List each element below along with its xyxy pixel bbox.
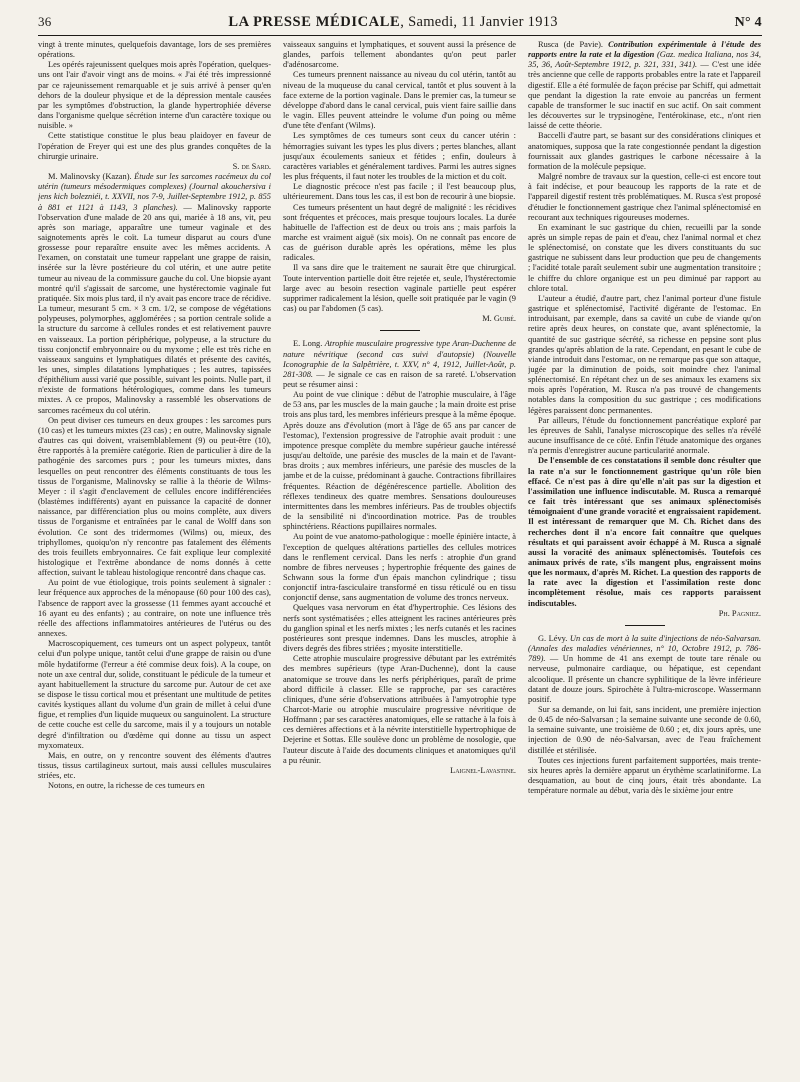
running-header — [38, 14, 762, 36]
article-signature: S. de Sard. — [232, 161, 271, 171]
paragraph: vingt à trente minutes, quelquefois davantage, lors de ses premières opérations. — [38, 40, 271, 60]
paragraph: Il va sans dire que le traitement ne saurait être que chirurgical. Toute intervention partielle doit être rejetée et, seule, l'hystérectomie large avec au besoin resection vaginale partielle peut espérer supprimer radicalement la lésion, quelle soit pratiquée par le vagin (9 cas) ou par l'abdomen (5 cas). — [283, 263, 516, 314]
article-title: Atrophie musculaire progressive type Aran-Duchenne de nature névritique (second cas suivi d'autopsie) (Nouvelle Iconographie de la Salpêtrière, t. XXV, n° 4, 1912, Juillet-Août, p. 281-308. — [283, 339, 516, 379]
paragraph: De l'ensemble de ces constatations il semble donc résulter que la rate n'a sur le fonctionnement gastrique qu'un rôle bien effacé. Ce n'est pas à dire qu'elle n'ait pas sur la digestion et l'assimilation une influence indiscutable. M. Rusca a remarqué ce fait très intéressant que ses animaux splénectomisés témoignaient d'une grande voracité et engraissaient rapidement. Il est intéressant de remarquer que M. Ch. Richet dans des recherches dont il n'a encore fait connaître que quelques résultats et qui paraissent avoir échappé à M. Rusca a signalé aussi la voracité des animaux splénectomisés. Toutefois ces animaux privés de rate, s'ils mangent plus, engraissent moins que les normaux, d'après M. Richet. La question des rapports de la rate avec la digestion et l'assimilation reste donc incomplètement résolue, mais ces rapports paraissent indiscutables. — [528, 456, 761, 608]
paragraph: Au point de vue étiologique, trois points seulement à signaler : leur fréquence aux approches de la ménopause (60 pour 100 des cas), l'absence de rapport avec la grossesse (11 femmes ayant accouché et 16 ayant eu des enfants) ; au contraire, on note une influence très réelle des affections inflammatoires antérieures de l'utérus ou des annexes. — [38, 578, 271, 639]
paragraph: En examinant le suc gastrique du chien, recueilli par la sonde après un simple repas de pain et d'eau, chez l'animal normal et chez le splénectomisé, on constate que les divers constituants du suc gastrique ne subissent dans leur production que peu de changements ; l'acidité totale paraît seulement subir une augmentation transitoire ; le chiffre du chlore organique est un peu diminué par rapport au chlore total. — [528, 222, 761, 293]
issue-date: , Samedi, 11 Janvier 1913 — [400, 14, 558, 30]
article-body: — Un homme de 41 ans exempt de toute tare rénale ou nerveuse, pulmonaire cardiaque, ou hépatique, est cependant alcoolique. Il présente un chancre syphilitique de la lèvre inférieure datant de douze jours. Spirochète à l'ultra-microscope. Wassermann positif. — [528, 654, 761, 704]
text-columns — [38, 40, 762, 1080]
article-signature: M. Guibé. — [482, 314, 516, 324]
paragraph: vaisseaux sanguins et lymphatiques, et souvent aussi la présence de glandes, parfois tellement abondantes qu'on peut parler d'adénosarcome. — [283, 40, 516, 70]
paragraph: Au point de vue anatomo-pathologique : moelle épinière intacte, à l'exception de quelques altérations partielles des cellules motrices dans le renflement cervical. Dans les nerfs : atrophie d'un grand nombre de fibres nerveuses ; hypertrophie fréquente des gaines de Schwann sous la forme d'un épais manchon cylindrique ; tissu conjonctif intra-fasciculaire transformé en tissu réticulé ou en tissu conjonctif dense, sans augmentation de volume des troncs nerveux. — [283, 532, 516, 603]
article-abstract — [38, 172, 271, 416]
paragraph: Mais, en outre, on y rencontre souvent des éléments d'autres tissus, tissus cartilagineux surtout, mais aussi cellules musculaires striées, etc. — [38, 750, 271, 781]
article-city: (Kazan). — [100, 172, 135, 182]
article-city: (de Pavie). — [563, 40, 609, 49]
article-author: G. Lévy. — [538, 633, 570, 643]
paragraph: Quelques vasa nervorum en état d'hypertrophie. Ces lésions des nerfs sont systématisées ; elles atteignent les racines antérieures près du ganglion spinal et les nerfs mixtes ; les nerfs cutanés et les racines postérieures sont presque indemnes. Dans les muscles, atrophie à divers degrés des fibres striées ; myosite interstitielle. — [283, 603, 516, 654]
page-number: 36 — [38, 14, 52, 29]
journal-header-title — [228, 14, 558, 31]
article-author: M. Malinovsky — [48, 172, 101, 182]
article-reference: (Gaz. medica Italiana, nos 34, 35, 36, Août-Septembre 1912, p. 321, 331, 341). — [528, 50, 761, 70]
article-title: Un cas de mort à la suite d'injections de néo-Salvarsan. — [569, 633, 761, 643]
paragraph: Macroscopiquement, ces tumeurs ont un aspect polypeux, tantôt celui d'un polype unique, tantôt celui d'une grappe de raisin ou d'une môle hydatiforme (l'erreur a été commise deux fois). A la coupe, on note un axe central dur, solide, constituant le pédicule de la tumeur et ayant habituellement la structure du sarcome pur. Autour de cet axe se dispose le tissu cortical mou et présentant une multitude de petites cavités kystiques allant du volume d'un grain de millet à celui d'une figue, et remplies d'un liquide muqueux ou sanguinolent. La structure de cette couche est celle du sarcome, mais il y a toujours un notable degré d'infiltration ou d'œdème qui donne au tissu un aspect myxomateux. — [38, 639, 271, 750]
paragraph: Les opérés rajeunissent quelques mois après l'opération, quelques-uns ont l'air d'avoir vingt ans de moins. « J'ai été très impressionné par ce rajeunissement remarquable et je suis arrivé à penser qu'en dehors de la douleur physique et de la dépression mentale causées par les symptômes d'obstruction, la glande hypertrophiée déverse dans l'organisme quelque sécrétion interne d'un caractère toxique ou nuisible. » — [38, 60, 271, 131]
journal-title: LA PRESSE MÉDICALE — [228, 14, 401, 30]
paragraph: Sur sa demande, on lui fait, sans incident, une première injection de 0.45 de néo-Salvarsan ; la semaine suivante une seconde de 0.60, la semaine suivante, une troisième de 0.60 ; et, dix jours après, une injection de 0.90 de néo-Salvarsan, avec de l'eau fraîchement distillée et stérilisée. — [528, 705, 761, 755]
article-author: Rusca — [538, 40, 564, 49]
article-title: Contribution expérimentale à l'étude des rapports entre la rate et la digestion — [528, 40, 761, 60]
paragraph: On peut diviser ces tumeurs en deux groupes : les sarcomes purs (10 cas) et les tumeurs mixtes (23 cas) ; en outre, Malinovsky signale d'autres cas qui doivent, vraisemblablement (9) ou peut-être (10), être rapportés à la première catégorie. Rien de particulier à dire de la pathogénie des sarcomes purs ; pour les tumeurs mixtes, dans lesquelles on peut rencontrer des éléments constituants de tous les tissus de l'organisme, Malinovsky se rallie à la théorie de Wilms-Meyer : il s'agit d'enclavement de cellules encore indifférenciées (blastèmes indifférents) ayant en puissance la capacité de donner naissance, par différenciation plus ou moins complète, aux divers tissus de l'organisme et entraînées par le canal de Wolff dans son évolution. Ce sont des tridermomes (Wilms) ou, mieux, des triphyllomes, quoiqu'on n'y rencontre pas fatalement des éléments des trois feuillets embryonnaires. Ce fait explique leur complexité histologique et l'extrême abondance de noms donnés à cette affection, suivant le tableau histologique rencontré dans chaque cas. — [38, 415, 271, 578]
paragraph: Ces tumeurs prennent naissance au niveau du col utérin, tantôt au niveau de la muqueuse du canal cervical, tantôt et plus souvent à la face externe de la portion vaginale. Dans le premier cas, la tumeur se développe d'abord dans le canal cervical, puis vient faire saillie dans le vagin. Elles peuvent atteindre le volume d'un poing ou même d'une tête d'enfant (Wilms). — [283, 70, 516, 131]
paragraph: Ces tumeurs présentent un haut degré de malignité : les récidives sont fréquentes et précoces, mais presque toujours locales. La durée habituelle de l'affection est de deux ou trois ans ; mais parfois la marche est vraiment aiguë (six mois). On ne connaît pas encore de cas de guérison durable après les opérations, même les plus radicales. — [283, 202, 516, 263]
article-signature: Ph. Pagniez. — [718, 608, 761, 618]
paragraph: Cette statistique constitue le plus beau plaidoyer en faveur de l'opération de Freyer qui est une des plus grandes conquêtes de la chirurgie urinaire. — [38, 131, 271, 161]
article-body: — Malinovsky rapporte l'observation d'une malade de 20 ans qui, mariée à 18 ans, vit, peu après son mariage, apparaître une tumeur vaginale et des saignotements après le coït. La tumeur disparut au cours d'une grossesse pour reparaître ensuite avec les mêmes accidents. A l'examen, on constatait une tumeur rappelant une grappe de raisin, insérée sur la lèvre postérieure du col utérin, et une autre petite tumeur au niveau de la commissure gauche du col. Une biopsie ayant montré qu'il s'agissait de sarcome, une hystérectomie vaginale fut pratiquée. Six mois plus tard, il n'y avait pas encore trace de récidive. La tumeur, mesurant 5 cm. × 3 cm. 1/2, se compose de végétations polypeuses, polymorphes, agglomérées ; sa portion centrale solide a la structure du sarcome à cellules rondes et est relativement pauvre en vaisseaux. La portion périphérique, polypeuse, a la structure du tissu conjonctif embryonnaire ou du myxome ; elle est très riche en vaisseaux sanguins et lymphatiques dilatés et présente des cavités, les unes, simples dilatations lymphatiques ; les autres, tapissées d'épithélium aussi varié que possible, suivant les points. Nulle part, il n'existe de formations hétérologiques, comme dans les tumeurs mixtes. A ce propos, Malinovsky a rassemblé les observations de sarcomes racémeux du col utérin. — [38, 202, 271, 415]
section-divider — [380, 330, 420, 331]
article-body: — C'est une idée très ancienne que celle de rapports probables entre la rate et l'appareil digestif. Elle a été formulée de façon précise par Schiff, qui admettait que pendant la digestion la rate envoie au pancréas un ferment capable de transformer le suc inactif en suc actif. On sait comment les découvertes sur le trypsinogène, l'entérokinase, etc., n'ont rien laissé de cette théorie. — [528, 60, 761, 131]
paragraph: Toutes ces injections furent parfaitement supportées, mais trente-six heures après la dernière apparut un érythème scarlatiniforme. La desquamation, au bout de cinq jours, était très abondante. La température normale au début, varia dès le sixième jour entre — [528, 755, 761, 796]
column-3 — [528, 40, 761, 1080]
paragraph: Baccelli d'autre part, se basant sur des considérations cliniques et anatomiques, supposa que la rate congestionnée pendant la digestion fournissait aux glandes gastriques le carbone nécessaire à la formation de la molécule pepsique. — [528, 131, 761, 171]
paragraph: Par ailleurs, l'étude du fonctionnement pancréatique exploré par les épreuves de Sahli, l'analyse microscopique des selles n'a révélé aucune insuffisance de ce côté. Enfin l'étude anatomique des organes n'a permis d'enregistrer aucune particularité anormale. — [528, 415, 761, 456]
article-abstract — [283, 339, 516, 390]
article-author: E. Long. — [293, 339, 325, 349]
section-divider — [625, 625, 665, 626]
column-1 — [38, 40, 271, 1080]
issue-number: N° 4 — [734, 15, 762, 30]
paragraph: Malgré nombre de travaux sur la question, celle-ci est encore tout à fait indécise, et pour beaucoup les rapports de la rate et de l'appareil digestif restent très problématiques. M. Rusca s'est proposé d'étudier le fonctionnement gastrique chez l'animal splénectomisé en recourant aux techniques rigoureuses modernes. — [528, 172, 761, 222]
paragraph: L'auteur a étudié, d'autre part, chez l'animal porteur d'une fistule gastrique et splénectomisé, l'activité digérante de l'estomac. En introduisant, par exemple, dans sa cavité un cube de viande qu'on retire après deux heures, on constate que, avant splénectomie, la quantité de suc gastrique sécrété, sa richesse en pepsine sont plus grandes qu'après ablation de la rate. Cependant, en pesant le cube de viande introduit dans l'estomac, on ne remarque pas que son attaque, jugée par la diminution de poids, soit moindre chez l'animal splénectomisé. En répétant chez un de ses animaux les examens six mois après l'opération, M. Rusca n'a pas trouvé de changements notables dans la composition du suc gastrique ; ces modifications légères paraissent donc permanentes. — [528, 293, 761, 415]
article-signature: Laignel-Lavastine. — [450, 765, 516, 775]
article-abstract — [528, 634, 761, 705]
column-2 — [283, 40, 516, 1080]
article-abstract — [528, 40, 761, 131]
paragraph: Cette atrophie musculaire progressive débutant par les extrémités des membres supérieurs (type Aran-Duchenne), dont la cause anatomique se trouve dans les nerfs périphériques, paraît de prime abord difficile à classer. Elle se rapproche, par ses caractères cliniques, d'une série d'observations attribuées à l'amyotrophie type Charcot-Marie ou atrophie musculaire progressive névritique de Hoffmann ; par ses caractères anatomiques, elle se rattache à la fois à ces dernières affections et à la névrite interstitielle hypertrophique de Dejerine et Sottas. Elle soulève donc un problème de nosologie, que l'auteur discute à l'aide des documents cliniques et anatomiques qu'il a pu réunir. — [283, 654, 516, 765]
article-body: — Je signale ce cas en raison de sa rareté. L'observation peut se résumer ainsi : — [283, 369, 516, 389]
article-reference: (Annales des maladies vénériennes, n° 10, Octobre 1912, p. 786-789). — [528, 644, 761, 664]
paragraph: Notons, en outre, la richesse de ces tumeurs en — [48, 781, 205, 791]
article-title: Étude sur les sarcomes racémeux du col utérin (tumeurs mésodermiques complexes) (Journal akouchersiva i jens kich bolezniéi, t. XXVII, nos 7-9, Juillet-Septembre 1912, p. 855 à 881 et 1121 à 1143, 3 planches). — [38, 172, 271, 212]
paragraph: Le diagnostic précoce n'est pas facile ; il l'est beaucoup plus, ultérieurement. Dans tous les cas, il est bon de recourir à une biopsie. — [283, 182, 516, 202]
paragraph: Au point de vue clinique : début de l'atrophie musculaire, à l'âge de 53 ans, par les muscles de la main gauche ; la main droite est prise trois ans plus tard, les membres inférieurs presque à la même époque. Après douze ans d'évolution (mort à l'âge de 65 ans par cancer de l'estomac), l'extension progressive de l'atrophie avait produit : une impotence presque complète du membre supérieur gauche intéressé jusqu'au deltoïde, une parésie des muscles de la main et de l'avant-bras droits ; aux membres inférieurs, une parésie des muscles de la jambe et de la cuisse, prédominant à gauche. Contractions fibrillaires fréquentes. Réaction de dégénérescence partielle. Abolition des réflexes tendineux des quatre membres. Sensations douloureuses intermittentes dans les membres inférieurs. Pas de troubles objectifs de la sensibilité ni d'incoordination motrice. Pas de troubles sphinctériens. Réactions pupillaires normales. — [283, 390, 516, 532]
paragraph: Les symptômes de ces tumeurs sont ceux du cancer utérin : hémorragies suivant les types les plus divers ; pertes blanches, allant jusqu'aux écoulements sanieux et fétides ; enfin, douleurs à caractères variables et généralement tardives. Parmi les autres signes les plus fréquents, il faut noter les troubles de la miction et du coït. — [283, 131, 516, 182]
